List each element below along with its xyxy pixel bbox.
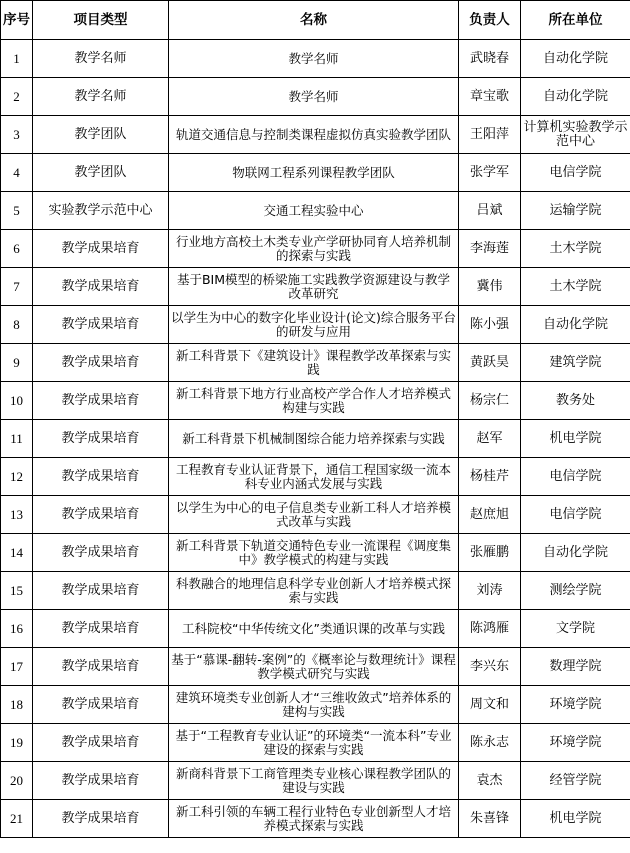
table-row <box>1 534 630 572</box>
cell-lead: 李兴东 <box>459 648 521 686</box>
cell-name: 物联网工程系列课程教学团队 <box>169 154 459 192</box>
cell-type: 教学名师 <box>33 40 169 78</box>
cell-name: 新商科背景下工商管理类专业核心课程教学团队的建设与实践 <box>169 762 459 800</box>
cell-no: 20 <box>1 762 33 800</box>
cell-lead: 黄跃昊 <box>459 344 521 382</box>
cell-lead: 李海莲 <box>459 230 521 268</box>
cell-unit: 测绘学院 <box>521 572 630 610</box>
table-row <box>1 724 630 762</box>
cell-name: 科教融合的地理信息科学专业创新人才培养模式探索与实践 <box>169 572 459 610</box>
cell-unit: 土木学院 <box>521 268 630 306</box>
table-row <box>1 230 630 268</box>
cell-unit: 电信学院 <box>521 496 630 534</box>
cell-no: 14 <box>1 534 33 572</box>
cell-type: 实验教学示范中心 <box>33 192 169 230</box>
cell-no: 6 <box>1 230 33 268</box>
cell-unit: 机电学院 <box>521 800 630 838</box>
cell-no: 9 <box>1 344 33 382</box>
cell-name: 轨道交通信息与控制类课程虚拟仿真实验教学团队 <box>169 116 459 154</box>
cell-lead: 冀伟 <box>459 268 521 306</box>
cell-no: 2 <box>1 78 33 116</box>
cell-no: 5 <box>1 192 33 230</box>
table-row <box>1 382 630 420</box>
header-unit: 所在单位 <box>521 1 630 40</box>
cell-name: 教学名师 <box>169 40 459 78</box>
table-row <box>1 762 630 800</box>
cell-no: 3 <box>1 116 33 154</box>
cell-unit: 土木学院 <box>521 230 630 268</box>
cell-type: 教学成果培育 <box>33 268 169 306</box>
table-row <box>1 496 630 534</box>
cell-name: 交通工程实验中心 <box>169 192 459 230</box>
cell-lead: 章宝歌 <box>459 78 521 116</box>
table-row <box>1 306 630 344</box>
table-row <box>1 344 630 382</box>
table-row <box>1 420 630 458</box>
cell-type: 教学成果培育 <box>33 572 169 610</box>
table-row <box>1 116 630 154</box>
table-row <box>1 572 630 610</box>
cell-type: 教学成果培育 <box>33 534 169 572</box>
cell-no: 21 <box>1 800 33 838</box>
cell-no: 12 <box>1 458 33 496</box>
cell-lead: 吕斌 <box>459 192 521 230</box>
cell-lead: 杨宗仁 <box>459 382 521 420</box>
cell-type: 教学成果培育 <box>33 724 169 762</box>
cell-name: 工科院校“中华传统文化”类通识课的改革与实践 <box>169 610 459 648</box>
header-row <box>1 1 630 40</box>
cell-name: 新工科背景下地方行业高校产学合作人才培养模式构建与实践 <box>169 382 459 420</box>
cell-name: 以学生为中心的数字化毕业设计(论文)综合服务平台的研发与应用 <box>169 306 459 344</box>
cell-name: 新工科引领的车辆工程行业特色专业创新型人才培养模式探索与实践 <box>169 800 459 838</box>
cell-lead: 赵庶旭 <box>459 496 521 534</box>
cell-unit: 电信学院 <box>521 458 630 496</box>
cell-lead: 陈鸿雁 <box>459 610 521 648</box>
cell-lead: 周文和 <box>459 686 521 724</box>
cell-unit: 环境学院 <box>521 686 630 724</box>
table-row <box>1 192 630 230</box>
cell-unit: 电信学院 <box>521 154 630 192</box>
cell-unit: 自动化学院 <box>521 306 630 344</box>
cell-no: 1 <box>1 40 33 78</box>
table-row <box>1 40 630 78</box>
cell-unit: 自动化学院 <box>521 40 630 78</box>
table-row <box>1 800 630 838</box>
cell-no: 10 <box>1 382 33 420</box>
cell-type: 教学团队 <box>33 116 169 154</box>
table-row <box>1 648 630 686</box>
cell-unit: 计算机实验教学示范中心 <box>521 116 630 154</box>
cell-name: 新工科背景下轨道交通特色专业一流课程《调度集中》教学模式的构建与实践 <box>169 534 459 572</box>
cell-no: 8 <box>1 306 33 344</box>
cell-no: 16 <box>1 610 33 648</box>
cell-unit: 经管学院 <box>521 762 630 800</box>
cell-unit: 教务处 <box>521 382 630 420</box>
cell-unit: 机电学院 <box>521 420 630 458</box>
cell-lead: 刘涛 <box>459 572 521 610</box>
cell-lead: 王阳萍 <box>459 116 521 154</box>
cell-name: 基于“工程教育专业认证”的环境类“一流本科”专业建设的探索与实践 <box>169 724 459 762</box>
header-lead: 负责人 <box>459 1 521 40</box>
table-row <box>1 610 630 648</box>
cell-type: 教学成果培育 <box>33 648 169 686</box>
cell-lead: 陈小强 <box>459 306 521 344</box>
cell-type: 教学成果培育 <box>33 382 169 420</box>
cell-no: 17 <box>1 648 33 686</box>
table-row <box>1 78 630 116</box>
cell-unit: 环境学院 <box>521 724 630 762</box>
cell-lead: 朱喜锋 <box>459 800 521 838</box>
cell-no: 18 <box>1 686 33 724</box>
cell-type: 教学成果培育 <box>33 496 169 534</box>
cell-unit: 建筑学院 <box>521 344 630 382</box>
cell-lead: 武晓春 <box>459 40 521 78</box>
cell-lead: 赵军 <box>459 420 521 458</box>
cell-no: 11 <box>1 420 33 458</box>
cell-type: 教学成果培育 <box>33 610 169 648</box>
cell-no: 7 <box>1 268 33 306</box>
cell-name: 建筑环境类专业创新人才“三维收敛式”培养体系的建构与实践 <box>169 686 459 724</box>
header-no: 序号 <box>1 1 33 40</box>
cell-lead: 袁杰 <box>459 762 521 800</box>
cell-type: 教学成果培育 <box>33 458 169 496</box>
cell-no: 13 <box>1 496 33 534</box>
table-row <box>1 154 630 192</box>
cell-unit: 自动化学院 <box>521 78 630 116</box>
cell-no: 15 <box>1 572 33 610</box>
cell-lead: 张雁鹏 <box>459 534 521 572</box>
cell-type: 教学成果培育 <box>33 686 169 724</box>
table-header <box>1 1 630 40</box>
cell-lead: 陈永志 <box>459 724 521 762</box>
cell-name: 新工科背景下机械制图综合能力培养探索与实践 <box>169 420 459 458</box>
header-type: 项目类型 <box>33 1 169 40</box>
cell-type: 教学成果培育 <box>33 344 169 382</box>
cell-unit: 文学院 <box>521 610 630 648</box>
cell-type: 教学成果培育 <box>33 230 169 268</box>
cell-name: 以学生为中心的电子信息类专业新工科人才培养模式改革与实践 <box>169 496 459 534</box>
cell-type: 教学成果培育 <box>33 800 169 838</box>
cell-name: 新工科背景下《建筑设计》课程教学改革探索与实践 <box>169 344 459 382</box>
cell-lead: 张学军 <box>459 154 521 192</box>
cell-name: 工程教育专业认证背景下，通信工程国家级一流本科专业内涵式发展与实践 <box>169 458 459 496</box>
cell-type: 教学名师 <box>33 78 169 116</box>
cell-type: 教学成果培育 <box>33 420 169 458</box>
table-row <box>1 458 630 496</box>
cell-no: 4 <box>1 154 33 192</box>
cell-name: 行业地方高校土木类专业产学研协同育人培养机制的探索与实践 <box>169 230 459 268</box>
header-name: 名称 <box>169 1 459 40</box>
cell-no: 19 <box>1 724 33 762</box>
cell-unit: 运输学院 <box>521 192 630 230</box>
cell-type: 教学成果培育 <box>33 306 169 344</box>
cell-type: 教学团队 <box>33 154 169 192</box>
table-body <box>1 40 630 838</box>
cell-unit: 自动化学院 <box>521 534 630 572</box>
cell-type: 教学成果培育 <box>33 762 169 800</box>
cell-lead: 杨桂芹 <box>459 458 521 496</box>
cell-name: 基于BIM模型的桥梁施工实践教学资源建设与教学改革研究 <box>169 268 459 306</box>
cell-unit: 数理学院 <box>521 648 630 686</box>
cell-name: 教学名师 <box>169 78 459 116</box>
cell-name: 基于“慕课-翻转-案例”的《概率论与数理统计》课程教学模式研究与实践 <box>169 648 459 686</box>
table-row <box>1 268 630 306</box>
table-row <box>1 686 630 724</box>
